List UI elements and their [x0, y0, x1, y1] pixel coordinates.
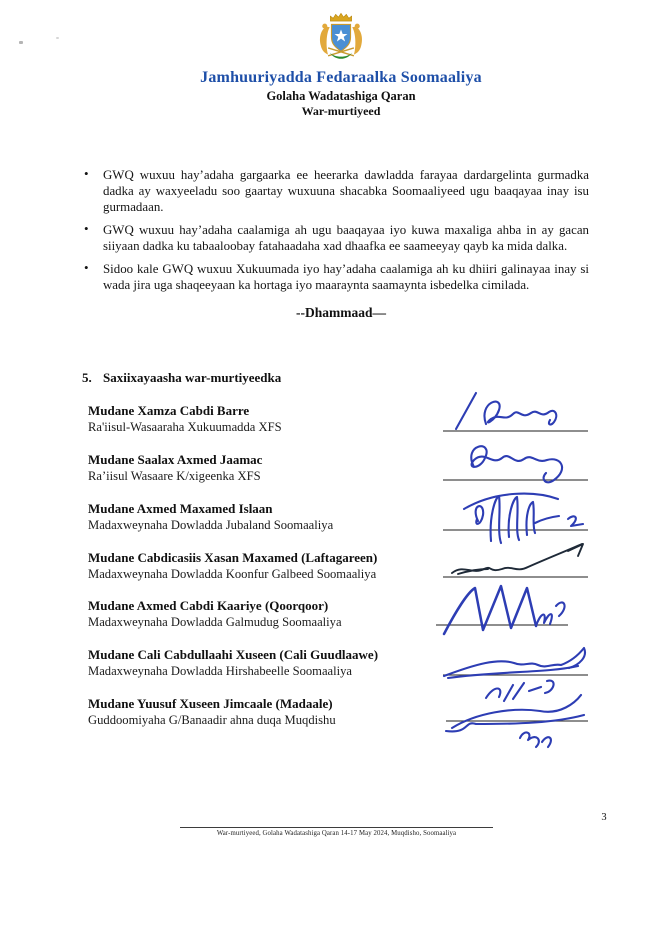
- signatory-title: Guddoomiyaha G/Banaadir ahna duqa Muqdishu: [88, 713, 336, 727]
- bullet-text: GWQ wuxuu hay’adaha gargaarka ee heerarka dawladda farayaa dardargelinta gurmadka dadka ay waxyeeladu soo gaartay wuxuuna shacabka Soomaaliyeed ugu baaqayaa inay isu gurmadaan.: [103, 168, 589, 214]
- republic-title: Jamhuuriyadda Fedaraalka Soomaaliya: [200, 69, 482, 86]
- end-marker: --Dhammaad—: [296, 305, 386, 320]
- signatory-row: [88, 403, 448, 435]
- signatory-title: Madaxweynaha Dowladda Jubaland Soomaaliya: [88, 518, 334, 532]
- signature-madaale: [428, 676, 600, 754]
- bullet-dot: •: [84, 166, 89, 181]
- signatory-name: Mudane Cabdicasiis Xasan Maxamed (Laftagareen): [88, 550, 378, 565]
- footer-text: War-murtiyeed, Golaha Wadatashiga Qaran 14-17 May 2024, Muqdisho, Soomaaliya: [216, 830, 457, 837]
- signatory-row: [88, 501, 448, 533]
- signatory-name: Mudane Cali Cabdullaahi Xuseen (Cali Guudlaawe): [88, 647, 379, 662]
- signatory-row: [88, 550, 448, 582]
- signatory-name: Mudane Xamza Cabdi Barre: [88, 403, 250, 418]
- signatory-name: Mudane Axmed Maxamed Islaan: [88, 501, 273, 516]
- bullet-text: Sidoo kale GWQ wuxuu Xukuumada iyo hay’adaha caalamiga ah ku dhiiri galinayaa inay si wada jira uga shaqeeyaan ka hortaga iyo maaraynta saamaynta isbedelka cimilada.: [103, 262, 589, 292]
- bullet-dot: •: [84, 221, 89, 236]
- section-number: 5.: [82, 370, 92, 385]
- somalia-coat-of-arms-icon: [313, 11, 369, 67]
- signatory-row: [88, 647, 448, 679]
- signatory-name: Mudane Axmed Cabdi Kaariye (Qoorqoor): [88, 598, 329, 613]
- bullet-item: [84, 260, 589, 293]
- signatory-title: Madaxweynaha Dowladda Hirshabeelle Soomaaliya: [88, 664, 353, 678]
- signatory-title: Madaxweynaha Dowladda Galmudug Soomaaliya: [88, 615, 342, 629]
- footer-rule: [180, 827, 493, 828]
- bullet-text: GWQ wuxuu hay’adaha caalamiga ah ugu baaqayaa iyo kuwa maxaliga ahba in ay gacan siiyaan dadka ku tabaaloobay fatahaadaha xad dhaafka ee saameeyay qayb ka mida dalka.: [103, 223, 589, 253]
- signatory-row: [88, 452, 448, 484]
- signatory-title: Ra'iisul-Wasaaraha Xukuumadda XFS: [88, 420, 282, 434]
- signatory-row: [88, 696, 448, 728]
- signatory-name: Mudane Saalax Axmed Jaamac: [88, 452, 263, 467]
- signatory-title: Madaxweynaha Dowladda Koonfur Galbeed Soomaaliya: [88, 567, 377, 581]
- signatory-name: Mudane Yuusuf Xuseen Jimcaale (Madaale): [88, 696, 333, 711]
- council-title: Golaha Wadatashiga Qaran: [266, 89, 416, 103]
- scan-speck: [56, 37, 59, 39]
- scan-speck: [19, 41, 23, 44]
- bullet-item: [84, 221, 589, 254]
- section-title: Saxiixayaasha war-murtiyeedka: [103, 370, 282, 385]
- bullet-dot: •: [84, 260, 89, 275]
- page-number: 3: [601, 812, 607, 823]
- section-heading: [82, 370, 281, 386]
- signatory-row: [88, 598, 448, 630]
- bullet-item: [84, 166, 589, 215]
- doc-type-title: War-murtiyeed: [301, 104, 381, 118]
- signatory-title: Ra’iisul Wasaare K/xigeenka XFS: [88, 469, 261, 483]
- bullet-list: [84, 166, 589, 300]
